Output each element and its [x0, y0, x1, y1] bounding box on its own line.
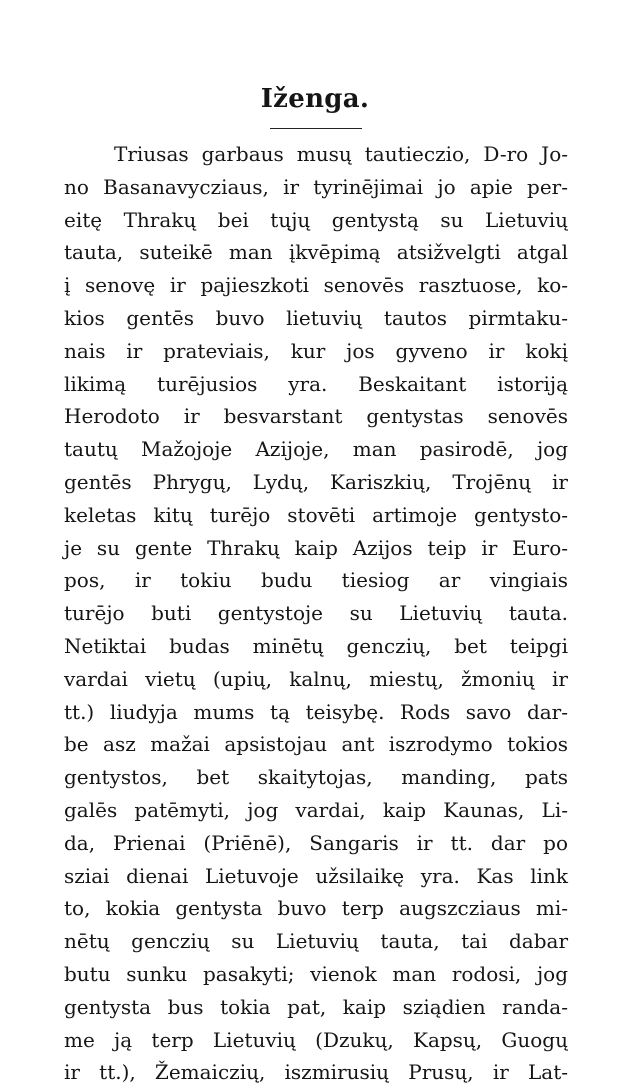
text-line: į senovę ir pajieszkoti senovēs rasztuose, ko-: [64, 273, 568, 298]
text-line: galēs patēmyti, jog vardai, kaip Kaunas, Li-: [64, 797, 568, 822]
text-line: nētų genczių su Lietuvių tauta, tai dabar: [64, 929, 568, 954]
text-line: sziai dienai Lietuvoje užsilaikę yra. Kas link: [64, 863, 568, 888]
text-line: gentystos, bet skaitytojas, manding, pats: [64, 765, 568, 790]
text-line: turējo buti gentystoje su Lietuvių tauta.: [64, 601, 568, 626]
text-line: me ją terp Lietuvių (Dzukų, Kapsų, Guogų: [64, 1027, 568, 1052]
text-line: da, Prienai (Priēnē), Sangaris ir tt. dar po: [64, 830, 568, 855]
text-line: tt.) liudyja mums tą teisybę. Rods savo dar-: [64, 699, 568, 724]
text-line: be asz mažai apsistojau ant iszrodymo tokios: [64, 732, 568, 757]
chapter-title: Iženga.: [260, 84, 370, 114]
text-line: nais ir prateviais, kur jos gyveno ir kokį: [64, 338, 568, 363]
text-line: Herodoto ir besvarstant gentystas senovēs: [64, 404, 568, 429]
text-line: to, kokia gentysta buvo terp augszcziaus mi-: [64, 896, 568, 921]
text-line: tautų Mažojoje Azijoje, man pasirodē, jog: [64, 437, 568, 462]
text-line: butu sunku pasakyti; vienok man rodosi, jog: [64, 961, 568, 986]
text-line: pos, ir tokiu budu tiesiog ar vingiais: [64, 568, 568, 593]
title-rule: [270, 128, 362, 129]
text-line: je su gente Thrakų kaip Azijos teip ir Euro-: [64, 535, 568, 560]
text-line: no Basanavycziaus, ir tyrinējimai jo apie per-: [64, 174, 568, 199]
body-text: [64, 138, 568, 1089]
text-line: gentēs Phrygų, Lydų, Kariszkių, Trojēnų ir: [64, 469, 568, 494]
text-line: Triusas garbaus musų tautieczio, D-ro Jo-: [114, 142, 568, 166]
text-line: likimą turējusios yra. Beskaitant istoriją: [64, 371, 568, 396]
text-line: keletas kitų turējo stovēti artimoje gentysto-: [64, 502, 568, 527]
text-line: kios gentēs buvo lietuvių tautos pirmtaku-: [64, 305, 568, 330]
text-line: tauta, suteikē man įkvēpimą atsižvelgti atgal: [64, 240, 568, 265]
text-line: ir tt.), Žemaiczių, iszmirusių Prusų, ir Lat-: [64, 1060, 568, 1085]
text-line: vardai vietų (upių, kalnų, miestų, žmonių ir: [64, 666, 568, 691]
text-line: eitę Thrakų bei tųjų gentystą su Lietuvių: [64, 207, 568, 232]
text-line: gentysta bus tokia pat, kaip sziądien randa-: [64, 994, 568, 1019]
text-line: Netiktai budas minētų genczių, bet teipgi: [64, 633, 568, 658]
